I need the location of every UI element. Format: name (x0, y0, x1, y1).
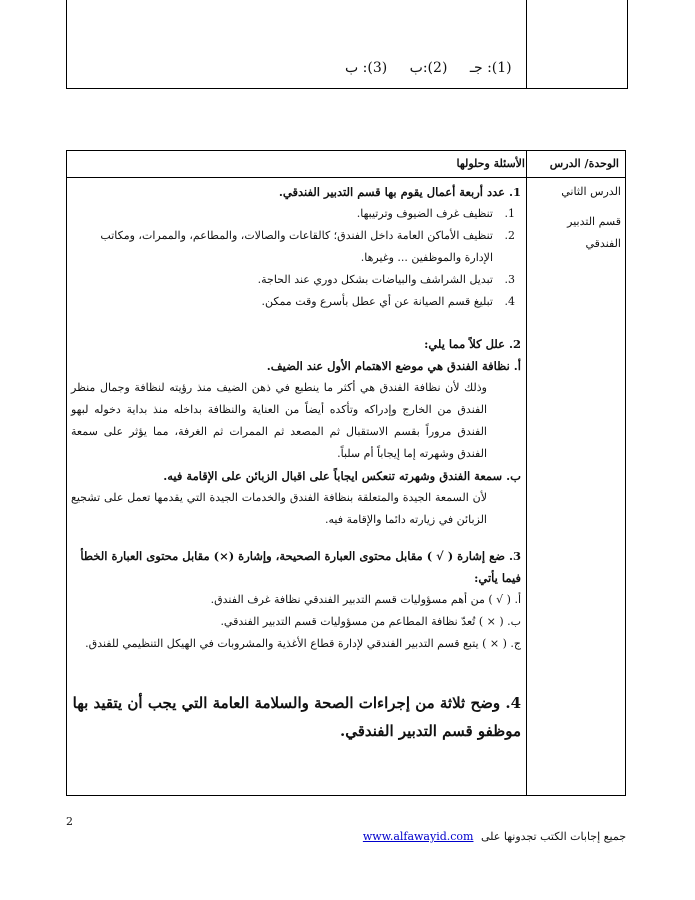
list-item (71, 225, 521, 269)
item-text: تبديل الشراشف والبياضات بشكل دوري عند الحاجة. (257, 273, 493, 286)
section-label-line2: الفندقي (585, 237, 621, 250)
item-number: 4. (504, 295, 515, 308)
question-2b-answer: لأن السمعة الجيدة والمتعلقة بنظافة الفندق والخدمات الجيدة التي يقدمها تعمل على تشجيع الزبائن في زيارته دائما والإقامة فيه. (71, 491, 487, 526)
question-1-title: 1. عدد أربعة أعمال يقوم بها قسم التدبير الفندقي. (278, 185, 521, 199)
previous-table-end (66, 0, 628, 89)
header-unit-lesson: الوحدة/ الدرس (549, 157, 619, 170)
answer-3: (3): ب (345, 60, 388, 76)
table-header-row (67, 151, 625, 178)
header-questions: الأسئلة وحلولها (456, 157, 525, 170)
website-link[interactable]: www.alfawayid.com (362, 830, 474, 843)
answer-1: (1): جـ (469, 60, 512, 76)
item-text: تنظيف الأماكن العامة داخل الفندق؛ كالقاعات والصالات، والمطاعم، والممرات، ومكاتب الإدارة والموظفين ... وغيرها. (100, 229, 493, 264)
section-label-line1: قسم التدبير (567, 215, 621, 228)
list-item (71, 203, 521, 225)
list-item (71, 269, 521, 291)
list-item: ب. ( × ) تُعدّ نظافة المطاعم من مسؤوليات قسم التدبير الفندقي. (220, 615, 521, 628)
question-2b-title: ب. سمعة الفندق وشهرته تنعكس ايجاباً على اقبال الزبائن على الإقامة فيه. (163, 469, 521, 483)
questions-content (71, 181, 521, 745)
list-item: ج. ( × ) يتبع قسم التدبير الفندقي لإدارة قطاع الأغذية والمشروبات في الهيكل التنظيمي للفندق. (85, 637, 521, 650)
item-number: 1. (504, 207, 515, 220)
question-2a-title: أ. نظافة الفندق هي موضع الاهتمام الأول عند الضيف. (266, 359, 521, 373)
question-3-title: 3. ضع إشارة ( √ ) مقابل محتوى العبارة الصحيحة، وإشارة (×) مقابل محتوى العبارة الخطأ فيما يأتي: (80, 549, 521, 585)
list-item (71, 291, 521, 313)
item-text: تنظيف غرف الضيوف وترتيبها. (356, 207, 493, 220)
question-4-title: 4. وضح ثلاثة من إجراءات الصحة والسلامة العامة التي يجب أن يتقيد بها موظفو قسم التدبير الفندقي. (72, 694, 521, 740)
list-item: أ. ( √ ) من أهم مسؤوليات قسم التدبير الفندقي نظافة غرف الفندق. (210, 593, 521, 606)
page-footer (66, 830, 626, 843)
previous-answers (327, 60, 512, 76)
unit-column (528, 181, 621, 255)
item-text: تبليغ قسم الصيانة عن أي عطل بأسرع وقت ممكن. (261, 295, 493, 308)
question-2-title: 2. علل كلاً مما يلي: (424, 337, 521, 351)
questions-table (66, 150, 626, 796)
question-2a-answer: وذلك لأن نظافة الفندق هي أكثر ما ينطبع في ذهن الضيف منذ رؤيته لنظافة وجمال منظر الفندق من الخارج وإدراكه وتأكده أيضاً من العناية والنظافة بداخله منذ بداية دخوله لبهو الفندق مروراً بقسم الاستقبال ثم المصعد ثم الممرات ثم الغرفة، مما يؤثر على سمعة الفندق وشهرته إما إيجاباً أم سلباً. (71, 381, 487, 460)
item-number: 3. (504, 273, 515, 286)
footer-text: جميع إجابات الكتب تجدونها على (480, 830, 626, 843)
page-number: 2 (66, 815, 73, 828)
lesson-label: الدرس الثاني (561, 185, 621, 198)
item-number: 2. (504, 229, 515, 242)
column-divider (526, 0, 527, 88)
answer-2: (2):ب (409, 60, 448, 76)
column-divider (526, 151, 527, 795)
